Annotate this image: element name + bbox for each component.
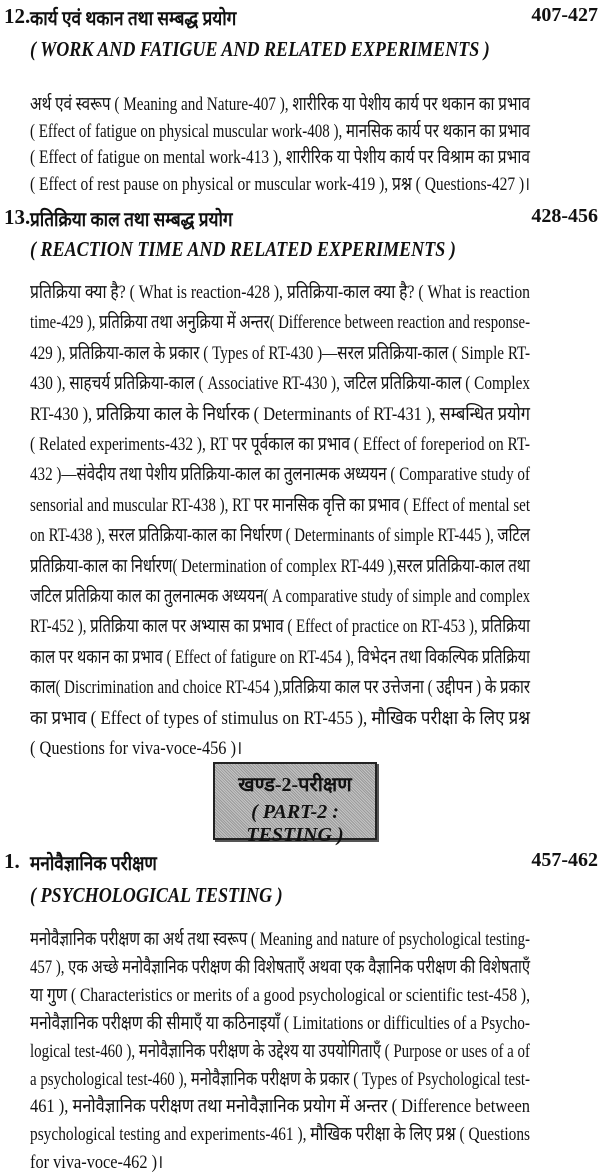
part-banner — [213, 762, 377, 846]
entry-english-title: ( WORK AND FATIGUE AND RELATED EXPERIMENTS ) — [30, 37, 490, 61]
description-line-text: 429 ), प्रतिक्रिया-काल के प्रकार ( Types of RT-430 )—सरल प्रतिक्रिया-काल ( Simple RT- — [30, 342, 530, 364]
description-line — [30, 925, 600, 951]
description-line — [30, 673, 600, 699]
description-line-text: RT-430 ), प्रतिक्रिया काल के निर्धारक ( Determinants of RT-431 ), सम्बन्धित प्रयोग — [30, 403, 530, 425]
description-line-text: काल( Discrimination and choice RT-454 ),प्रतिक्रिया काल पर उत्तेजना ( उद्दीपन ) के प्रकार — [30, 677, 530, 699]
description-line-text: ( Related experiments-432 ), RT पर पूर्वकाल का प्रभाव ( Effect of foreperiod on RT- — [30, 434, 530, 455]
entry-page-range: 457-462 — [531, 849, 598, 871]
description-line — [30, 143, 600, 169]
description-line-text: time-429 ), प्रतिक्रिया तथा अनुक्रिया में अन्तर( Difference between reaction and response- — [30, 312, 530, 334]
description-line-text: ( Effect of fatigue on mental work-413 ), शारीरिक या पेशीय कार्य पर विश्राम का प्रभाव — [30, 147, 530, 169]
description-line — [30, 552, 600, 578]
entry-page-range: 407-427 — [531, 4, 598, 26]
description-line-text: मनोवैज्ञानिक परीक्षण का अर्थ तथा स्वरूप ( Meaning and nature of psychological testing- — [30, 929, 530, 950]
description-line — [30, 1065, 600, 1091]
description-line-text: on RT-438 ), सरल प्रतिक्रिया-काल का निर्धारण ( Determinants of simple RT-445 ), जटिल — [30, 525, 530, 547]
entry-number: 1. — [4, 849, 20, 873]
description-line-text: 430 ), साहचर्य प्रतिक्रिया-काल ( Associative RT-430 ), जटिल प्रतिक्रिया-काल ( Complex — [30, 373, 530, 395]
description-line-text: sensorial and muscular RT-438 ), RT पर मानसिक वृत्ति का प्रभाव ( Effect of mental set — [30, 494, 530, 516]
description-line — [30, 170, 600, 196]
description-line-text: ( Effect of rest pause on physical or muscular work-419 ), प्रश्न ( Questions-427 )। — [30, 174, 530, 196]
description-line-text: RT-452 ), प्रतिक्रिया काल पर अभ्यास का प्रभाव ( Effect of practice on RT-453 ), प्रतिक्रिया — [30, 616, 530, 638]
part-banner-hindi: खण्ड-2-परीक्षण — [238, 774, 352, 796]
description-line — [30, 612, 600, 638]
description-line — [30, 1148, 185, 1174]
description-line-text: 432 )—संवेदीय तथा पेशीय प्रतिक्रिया-काल का तुलनात्मक अध्ययन ( Comparative study of — [30, 464, 530, 486]
description-line — [30, 981, 600, 1007]
description-line — [30, 90, 600, 116]
description-line-text: काल पर थकान का प्रभाव ( Effect of fatigure on RT-454 ), विभेदन तथा विकल्पिक प्रतिक्रिया — [30, 646, 530, 668]
description-line-text: ( Questions for viva-voce-456 )। — [30, 738, 243, 759]
description-line — [30, 491, 600, 517]
description-line — [30, 308, 600, 334]
description-line — [30, 953, 600, 979]
description-line — [30, 460, 600, 486]
description-line — [30, 430, 600, 456]
entry-english-title: ( REACTION TIME AND RELATED EXPERIMENTS ) — [30, 237, 456, 261]
description-line-text: या गुण ( Characteristics or merits of a good psychological or scientific test-458 ), — [30, 984, 530, 1006]
entry-hindi-title: कार्य एवं थकान तथा सम्बद्ध प्रयोग — [30, 8, 237, 30]
entry-number: 12. — [4, 4, 31, 28]
description-line-text: जटिल प्रतिक्रिया काल का तुलनात्मक अध्ययन( A comparative study of simple and complex — [30, 586, 530, 607]
description-line-text: का प्रभाव ( Effect of types of stimulus on RT-455 ), मौखिक परीक्षा के लिए प्रश्न — [30, 707, 530, 729]
description-line-text: a psychological test-460 ), मनोवैज्ञानिक परीक्षण के प्रकार ( Types of Psychological test- — [30, 1068, 530, 1090]
entry-hindi-title: मनोवैज्ञानिक परीक्षण — [30, 853, 157, 875]
description-line — [30, 1009, 600, 1035]
description-line-text: मनोवैज्ञानिक परीक्षण की सीमाएँ या कठिनाइयाँ ( Limitations or difficulties of a Psycho- — [30, 1012, 530, 1034]
description-line — [30, 369, 600, 395]
description-line — [30, 1120, 600, 1146]
description-line-text: 461 ), मनोवैज्ञानिक परीक्षण तथा मनोवैज्ञानिक प्रयोग में अन्तर ( Difference between — [30, 1096, 530, 1118]
description-line — [30, 643, 600, 669]
description-line — [30, 734, 277, 760]
description-line — [30, 278, 600, 304]
entry-hindi-title: प्रतिक्रिया काल तथा सम्बद्ध प्रयोग — [30, 209, 233, 231]
description-line-text: ( Effect of fatigue on physical muscular work-408 ), मानसिक कार्य पर थकान का प्रभाव — [30, 120, 530, 142]
description-line — [30, 1092, 600, 1118]
entry-page-range: 428-456 — [531, 205, 598, 227]
description-line — [30, 117, 600, 143]
entry-english-title: ( PSYCHOLOGICAL TESTING ) — [30, 883, 283, 907]
description-line — [30, 704, 596, 730]
description-line-text: प्रतिक्रिया क्या है? ( What is reaction-428 ), प्रतिक्रिया-काल क्या है? ( What is reaction — [30, 282, 530, 303]
description-line-text: logical test-460 ), मनोवैज्ञानिक परीक्षण के उद्देश्य या उपयोगिताएँ ( Purpose or uses of a of — [30, 1040, 530, 1062]
part-banner-english: ( PART-2 : TESTING ) — [246, 801, 344, 846]
description-line-text: for viva-voce-462 )। — [30, 1152, 164, 1174]
description-line-text: प्रतिक्रिया-काल का निर्धारण( Determination of complex RT-449 ),सरल प्रतिक्रिया-काल तथा — [30, 555, 530, 577]
description-line — [30, 1037, 600, 1063]
description-line — [30, 400, 600, 426]
description-line — [30, 582, 600, 608]
description-line-text: 457 ), एक अच्छे मनोवैज्ञानिक परीक्षण की विशेषताएँ अथवा एक वैज्ञानिक परीक्षण की विशेषताएँ — [30, 956, 530, 978]
description-line — [30, 521, 600, 547]
description-line — [30, 339, 600, 365]
description-line-text: psychological testing and experiments-461 ), मौखिक परीक्षा के लिए प्रश्न ( Questions — [30, 1124, 530, 1146]
entry-number: 13. — [4, 205, 31, 229]
description-line-text: अर्थ एवं स्वरूप ( Meaning and Nature-407 ), शारीरिक या पेशीय कार्य पर थकान का प्रभाव — [30, 94, 530, 115]
